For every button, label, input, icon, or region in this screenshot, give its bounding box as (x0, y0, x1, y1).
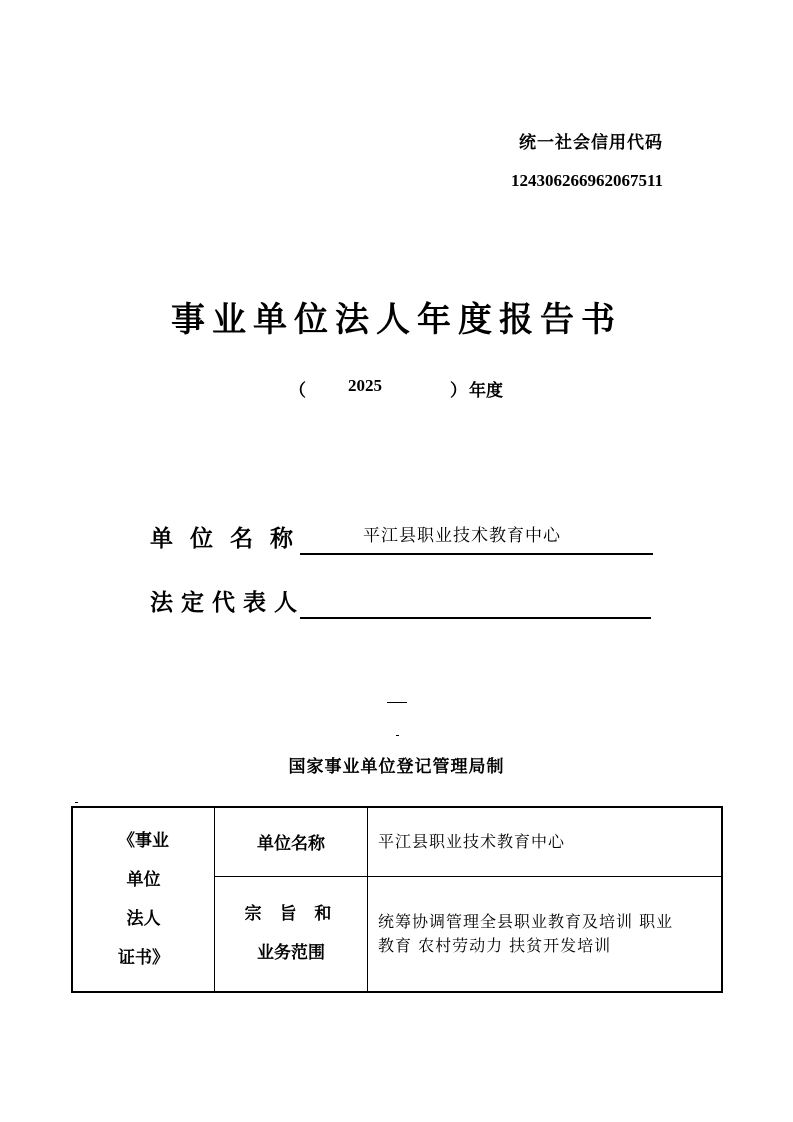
credit-code-value: 12430626696206751​1 (511, 171, 664, 190)
certificate-table (71, 806, 723, 993)
report-year: 2025 (348, 376, 382, 395)
certificate-header-line: 单位 (126, 869, 161, 890)
legal-rep-underline (300, 617, 651, 619)
year-suffix: 年度 (469, 381, 503, 401)
certificate-header-cell (72, 807, 215, 992)
tiny-mark (396, 735, 399, 736)
issuer-line: 国家事业单位登记管理局制 (288, 757, 505, 777)
purpose-scope-label-line: 业务范围 (257, 942, 325, 963)
tiny-mark-left (75, 802, 78, 803)
document-title: 事业单位法人年度报告书 (171, 300, 622, 340)
legal-rep-label: 法定代表人 (150, 590, 305, 616)
purpose-scope-text-line: 教育 农村劳动力 扶贫开发培训 (378, 935, 612, 955)
purpose-scope-cell-label (215, 876, 368, 992)
separator-dash (387, 702, 407, 703)
credit-code-label: 统一社会信用代码 (519, 133, 663, 153)
unit-name-label: 单位名称 (150, 526, 310, 552)
unit-name-underline (300, 553, 653, 555)
purpose-scope-label-line: 宗 旨 和 (244, 903, 338, 924)
certificate-header-line: 证书》 (118, 947, 169, 968)
certificate-header-line: 法人 (126, 908, 161, 929)
purpose-scope-cell-value (368, 876, 723, 992)
unit-name-value: 平江县职业技术教育中心 (363, 526, 561, 546)
unit-name-cell-value: 平江县职业技术教育中心 (368, 807, 723, 876)
year-open-paren: （ (289, 381, 306, 401)
purpose-scope-text-line: 统筹协调管理全县职业教育及培训 职业 (378, 911, 674, 931)
unit-name-cell-label: 单位名称 (215, 807, 368, 876)
year-close-paren: ） (450, 381, 467, 401)
certificate-header-line: 《事业 (118, 830, 169, 851)
